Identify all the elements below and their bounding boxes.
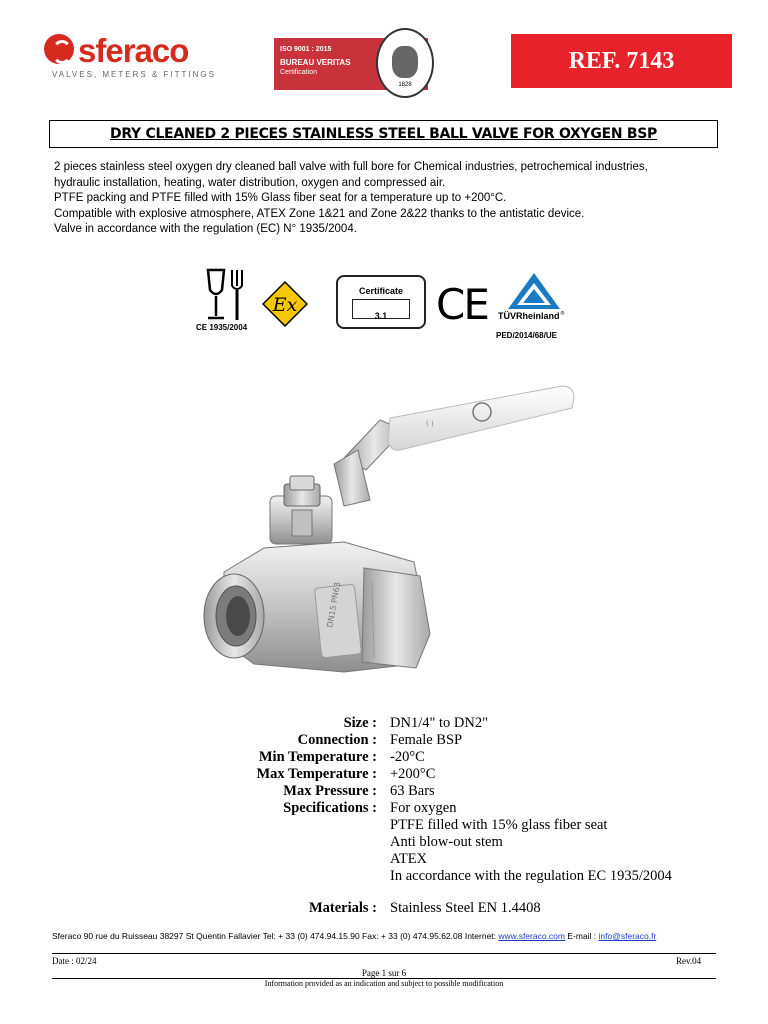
company-address: [52, 931, 656, 941]
address-text: Sferaco 90 rue du Ruisseau 38297 St Quentin Fallavier Tel: + 33 (0) 474.94.15.90 Fax: + 33 (0) 474.95.62.08 Internet:: [52, 931, 499, 941]
description-line: hydraulic installation, heating, water distribution, oxygen and compressed air.: [54, 176, 446, 189]
spec-label: Materials :: [308, 900, 377, 916]
spec-spacer: [200, 885, 760, 900]
spec-row-specifications-continued: [200, 868, 760, 885]
spec-value: +200°C: [390, 766, 436, 782]
spec-label: Size :: [343, 715, 377, 731]
bureau-veritas-seal-icon: [376, 28, 434, 98]
spec-row-specifications-continued: [200, 851, 760, 868]
spec-value: 63 Bars: [390, 783, 435, 799]
description-line: PTFE packing and PTFE filled with 15% Glass fiber seat for a temperature up to +200°C.: [54, 192, 507, 204]
svg-text:®: ®: [560, 311, 565, 317]
document-date: Date : 02/24: [52, 956, 97, 966]
document-revision: Rev.04: [676, 956, 702, 966]
spec-row-specifications-continued: [200, 834, 760, 851]
certificate-number: 3.1: [374, 311, 388, 321]
website-link[interactable]: www.sferaco.com: [498, 931, 565, 941]
brand-name: sferaco: [78, 32, 189, 69]
tuv-name: TÜVRheinland: [498, 311, 560, 321]
spec-value: Stainless Steel EN 1.4408: [390, 900, 541, 916]
atex-icon: [262, 281, 308, 327]
spec-row-specifications: [200, 800, 760, 817]
spec-value: Anti blow-out stem: [390, 834, 503, 850]
certification-icons: [196, 265, 596, 345]
email-link[interactable]: info@sferaco.fr: [598, 931, 657, 941]
spec-label: Connection :: [297, 732, 377, 748]
spec-value: ATEX: [390, 851, 428, 867]
spec-value: Female BSP: [390, 732, 463, 748]
spec-row-max-temperature: [200, 766, 760, 783]
food-contact-caption: CE 1935/2004: [196, 323, 248, 332]
description-line: Compatible with explosive atmosphere, ATEX Zone 1&21 and Zone 2&22 thanks to the antistatic device.: [54, 207, 585, 220]
product-title: DRY CLEANED 2 PIECES STAINLESS STEEL BALL VALVE FOR OXYGEN BSP: [49, 120, 718, 148]
disclaimer: Information provided as an indication and subject to possible modification: [264, 979, 504, 988]
brand-tagline: VALVES, METERS & FITTINGS: [52, 70, 216, 79]
page-number: Page 1 sur 6: [361, 968, 407, 978]
spec-label: Max Pressure :: [283, 783, 377, 799]
svg-text:( ): ( ): [426, 420, 434, 428]
bureau-veritas-certification-badge: [274, 38, 428, 90]
spec-label: Specifications :: [283, 800, 377, 816]
spec-value: In accordance with the regulation EC 1935/2004: [390, 868, 672, 884]
specifications-table: [200, 715, 760, 917]
footer-divider: [52, 953, 716, 954]
spec-row-materials: [200, 900, 760, 917]
spec-row-size: [200, 715, 760, 732]
spec-value: DN1/4" to DN2": [390, 715, 489, 731]
spec-label: Min Temperature :: [258, 749, 377, 765]
spec-row-connection: [200, 732, 760, 749]
ball-valve-image: [194, 372, 594, 684]
reference-badge: REF. 7143: [511, 34, 732, 88]
product-description: [54, 160, 724, 238]
spec-value: -20°C: [390, 749, 425, 765]
seal-year: 1828: [398, 82, 412, 88]
email-label: E-mail :: [565, 931, 599, 941]
description-line: Valve in accordance with the regulation (EC) N° 1935/2004.: [54, 223, 357, 235]
spec-row-max-pressure: [200, 783, 760, 800]
spec-value: PTFE filled with 15% glass fiber seat: [390, 817, 608, 833]
sferaco-logo: [44, 30, 234, 80]
sferaco-logo-icon: [44, 34, 74, 64]
product-marking: DN15 PN63: [325, 581, 343, 629]
spec-row-specifications-continued: [200, 817, 760, 834]
spec-value: For oxygen: [390, 800, 457, 816]
certifier-name: BUREAU VERITAS: [280, 58, 351, 67]
certification-label: Certification: [280, 69, 317, 76]
description-line: 2 pieces stainless steel oxygen dry cleaned ball valve with full bore for Chemical industries, petrochemical industries,: [54, 161, 648, 173]
iso-label: ISO 9001 : 2015: [280, 46, 332, 53]
ce-mark-icon: CE: [436, 280, 488, 329]
spec-row-min-temperature: [200, 749, 760, 766]
certificate-label: Certificate: [358, 286, 403, 296]
certificate-3-1-icon: [336, 275, 426, 329]
spec-label: Max Temperature :: [256, 766, 377, 782]
food-contact-icon: [204, 268, 252, 322]
ped-caption: PED/2014/68/UE: [496, 331, 557, 340]
atex-symbol: Ex: [272, 294, 298, 316]
